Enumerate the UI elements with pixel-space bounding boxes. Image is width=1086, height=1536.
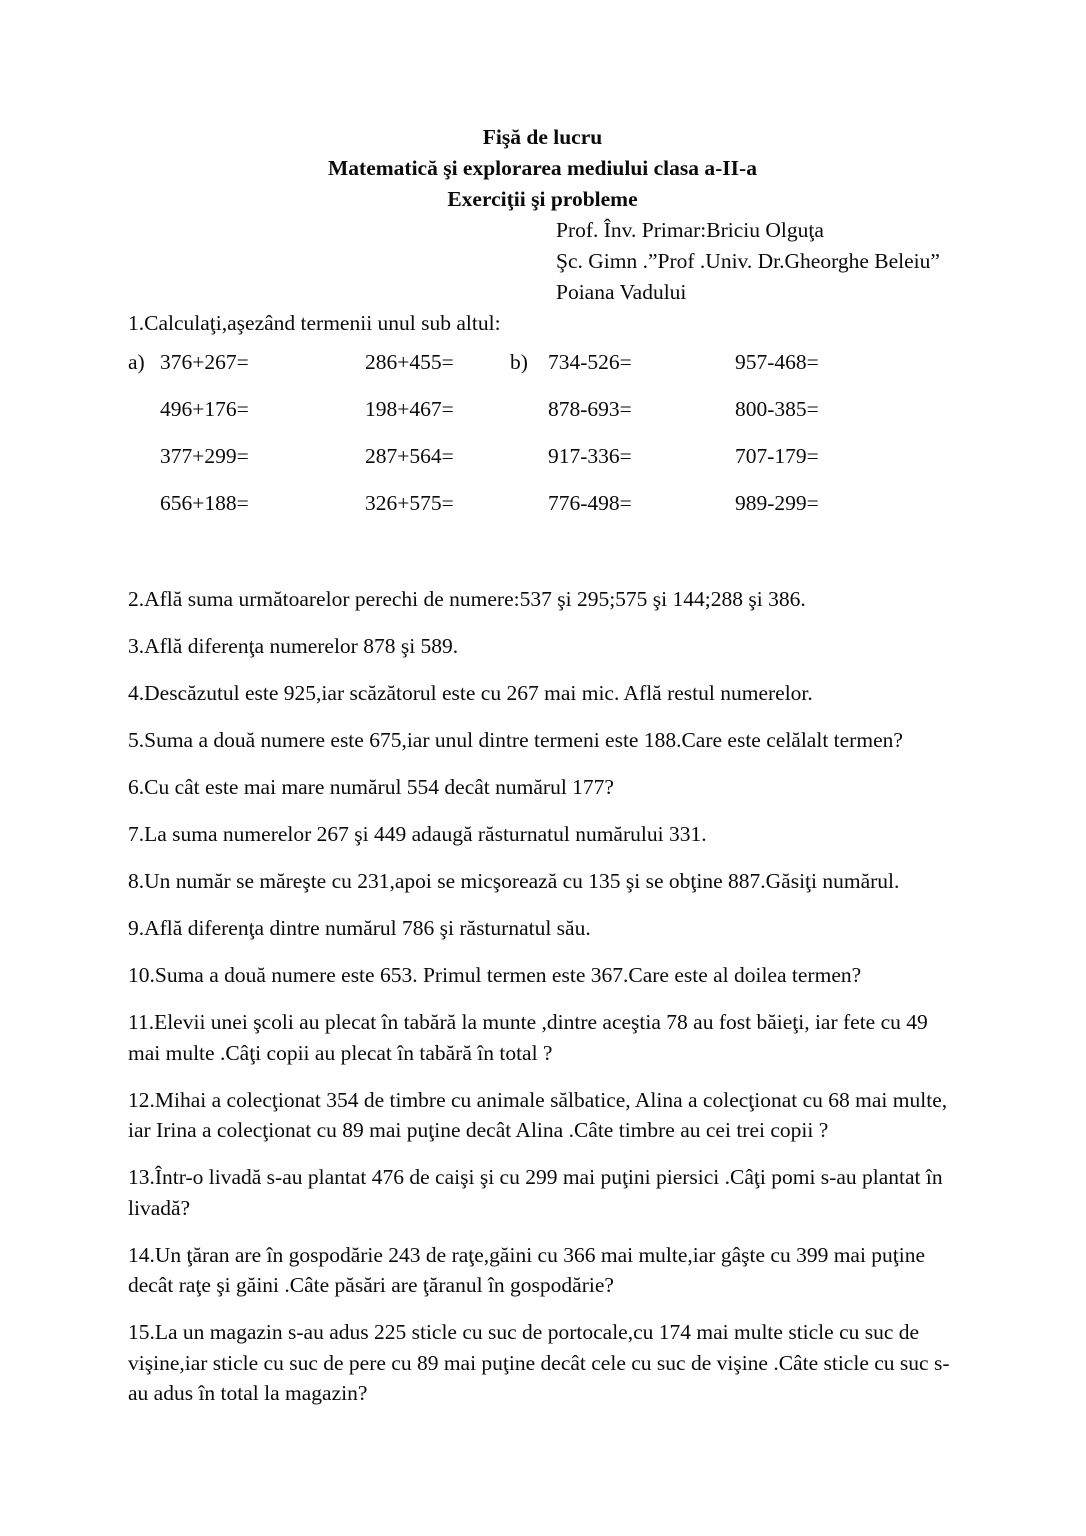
calc-item-b2-2: 800-385= [735, 397, 819, 421]
author-school: Şc. Gimn .”Prof .Univ. Dr.Gheorghe Beleiu” [556, 249, 940, 273]
problems-list [128, 584, 957, 1409]
calc-item-a1-3: 377+299= [160, 444, 249, 468]
problem-10: 10.Suma a două numere este 653. Primul termen este 367.Care este al doilea termen? [128, 963, 862, 987]
problem-11: 11.Elevii unei şcoli au plecat în tabără la munte ,dintre aceştia 78 au fost băieţi, iar fete cu 49 mai multe .Câţi copii au plecat în tabără în total ? [128, 1010, 928, 1065]
problem-9: 9.Află diferenţa dintre numărul 786 şi răsturnatul său. [128, 916, 591, 940]
calc-item-a2-1: 286+455= [365, 350, 454, 374]
doc-subtitle-subject: Matematică şi explorarea mediului clasa a-II-a [328, 156, 757, 180]
calc-item-b2-3: 707-179= [735, 444, 819, 468]
author-location: Poiana Vadului [556, 280, 687, 304]
calc-item-b1-3: 917-336= [548, 444, 632, 468]
problem-5: 5.Suma a două numere este 675,iar unul dintre termeni este 188.Care este celălalt termen? [128, 728, 903, 752]
calc-item-b2-4: 989-299= [735, 491, 819, 515]
grid-spacer [128, 488, 160, 519]
calc-item-a2-2: 198+467= [365, 397, 454, 421]
problem-13: 13.Într-o livadă s-au plantat 476 de caişi şi cu 299 mai puţini piersici .Câţi pomi s-au plantat în livadă? [128, 1165, 943, 1220]
grid-spacer [128, 394, 160, 425]
exercise1-label-b: b) [510, 350, 528, 374]
grid-spacer [510, 488, 548, 519]
exercise1-intro: 1.Calculaţi,aşezând termenii unul sub altul: [128, 311, 501, 335]
calc-item-b1-4: 776-498= [548, 491, 632, 515]
author-block [128, 215, 957, 308]
author-name: Prof. Înv. Primar:Briciu Olguţa [556, 218, 824, 242]
problem-15: 15.La un magazin s-au adus 225 sticle cu suc de portocale,cu 174 mai multe sticle cu suc de vişine,iar sticle cu suc de pere cu 89 mai puţine decât cele cu suc de vişine .Câte sticle cu suc s-au adus în total la magazin? [128, 1320, 950, 1405]
calc-item-b2-1: 957-468= [735, 350, 819, 374]
problem-7: 7.La suma numerelor 267 şi 449 adaugă răsturnatul numărului 331. [128, 822, 707, 846]
exercise1-label-a: a) [128, 350, 145, 374]
calc-item-a1-1: 376+267= [160, 350, 249, 374]
calc-item-a2-4: 326+575= [365, 491, 454, 515]
problem-3: 3.Află diferenţa numerelor 878 şi 589. [128, 634, 459, 658]
doc-subtitle-type: Exerciţii şi probleme [447, 187, 638, 211]
grid-spacer [510, 394, 548, 425]
exercise1-grid [128, 347, 957, 519]
problem-8: 8.Un număr se măreşte cu 231,apoi se micşorează cu 135 şi se obţine 887.Găsiţi numărul. [128, 869, 900, 893]
calc-item-b1-2: 878-693= [548, 397, 632, 421]
problem-14: 14.Un ţăran are în gospodărie 243 de raţe,găini cu 366 mai multe,iar gâşte cu 399 mai puţine decât raţe şi găini .Câte păsări are ţăranul în gospodărie? [128, 1242, 926, 1297]
doc-title: Fişă de lucru [482, 125, 603, 149]
calc-item-a1-2: 496+176= [160, 397, 249, 421]
calc-item-b1-1: 734-526= [548, 350, 632, 374]
calc-item-a1-4: 656+188= [160, 491, 249, 515]
doc-header [128, 122, 957, 215]
grid-spacer [128, 441, 160, 472]
problem-6: 6.Cu cât este mai mare numărul 554 decât numărul 177? [128, 775, 614, 799]
problem-4: 4.Descăzutul este 925,iar scăzătorul este cu 267 mai mic. Află restul numerelor. [128, 681, 813, 705]
problem-2: 2.Află suma următoarelor perechi de numere:537 şi 295;575 şi 144;288 şi 386. [128, 587, 806, 611]
problem-12: 12.Mihai a colecţionat 354 de timbre cu animale sălbatice, Alina a colecţionat cu 68 mai multe, iar Irina a colecţionat cu 89 mai puţine decât Alina .Câte timbre au cei trei copii ? [128, 1087, 948, 1142]
grid-spacer [510, 441, 548, 472]
calc-item-a2-3: 287+564= [365, 444, 454, 468]
